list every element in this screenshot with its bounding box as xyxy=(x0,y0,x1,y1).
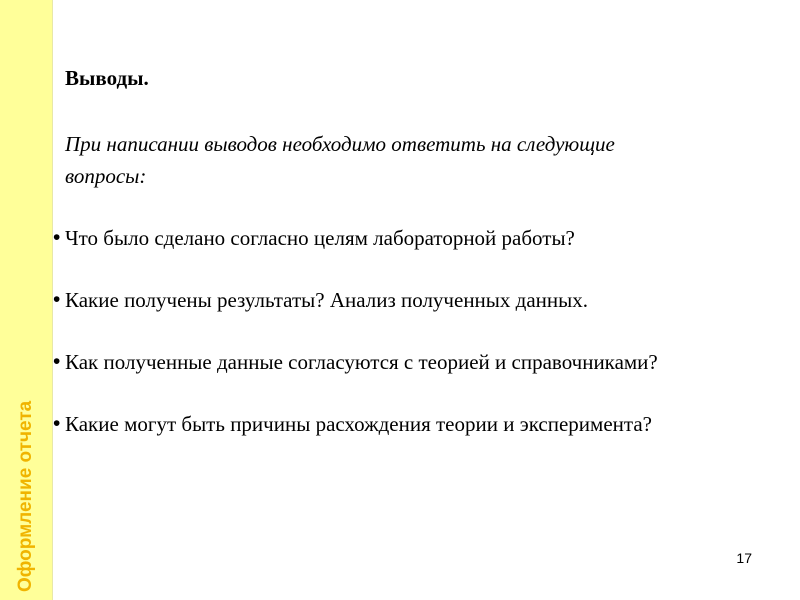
list-item: • Какие получены результаты? Анализ полученных данных. xyxy=(52,284,752,316)
list-item: • Что было сделано согласно целям лабораторной работы? xyxy=(52,222,752,254)
page-title: Выводы. xyxy=(65,66,149,90)
sidebar-title: Оформление отчета xyxy=(15,400,36,592)
sidebar xyxy=(0,0,53,600)
questions-list xyxy=(52,222,752,470)
page-number: 17 xyxy=(736,550,752,566)
slide-content xyxy=(52,0,800,600)
list-item: • Какие могут быть причины расхождения теории и эксперимента? xyxy=(52,408,752,440)
list-item: • Как полученные данные согласуются с теорией и справочниками? xyxy=(52,346,752,378)
intro-text: При написании выводов необходимо ответить на следующие вопросы: xyxy=(65,132,615,188)
